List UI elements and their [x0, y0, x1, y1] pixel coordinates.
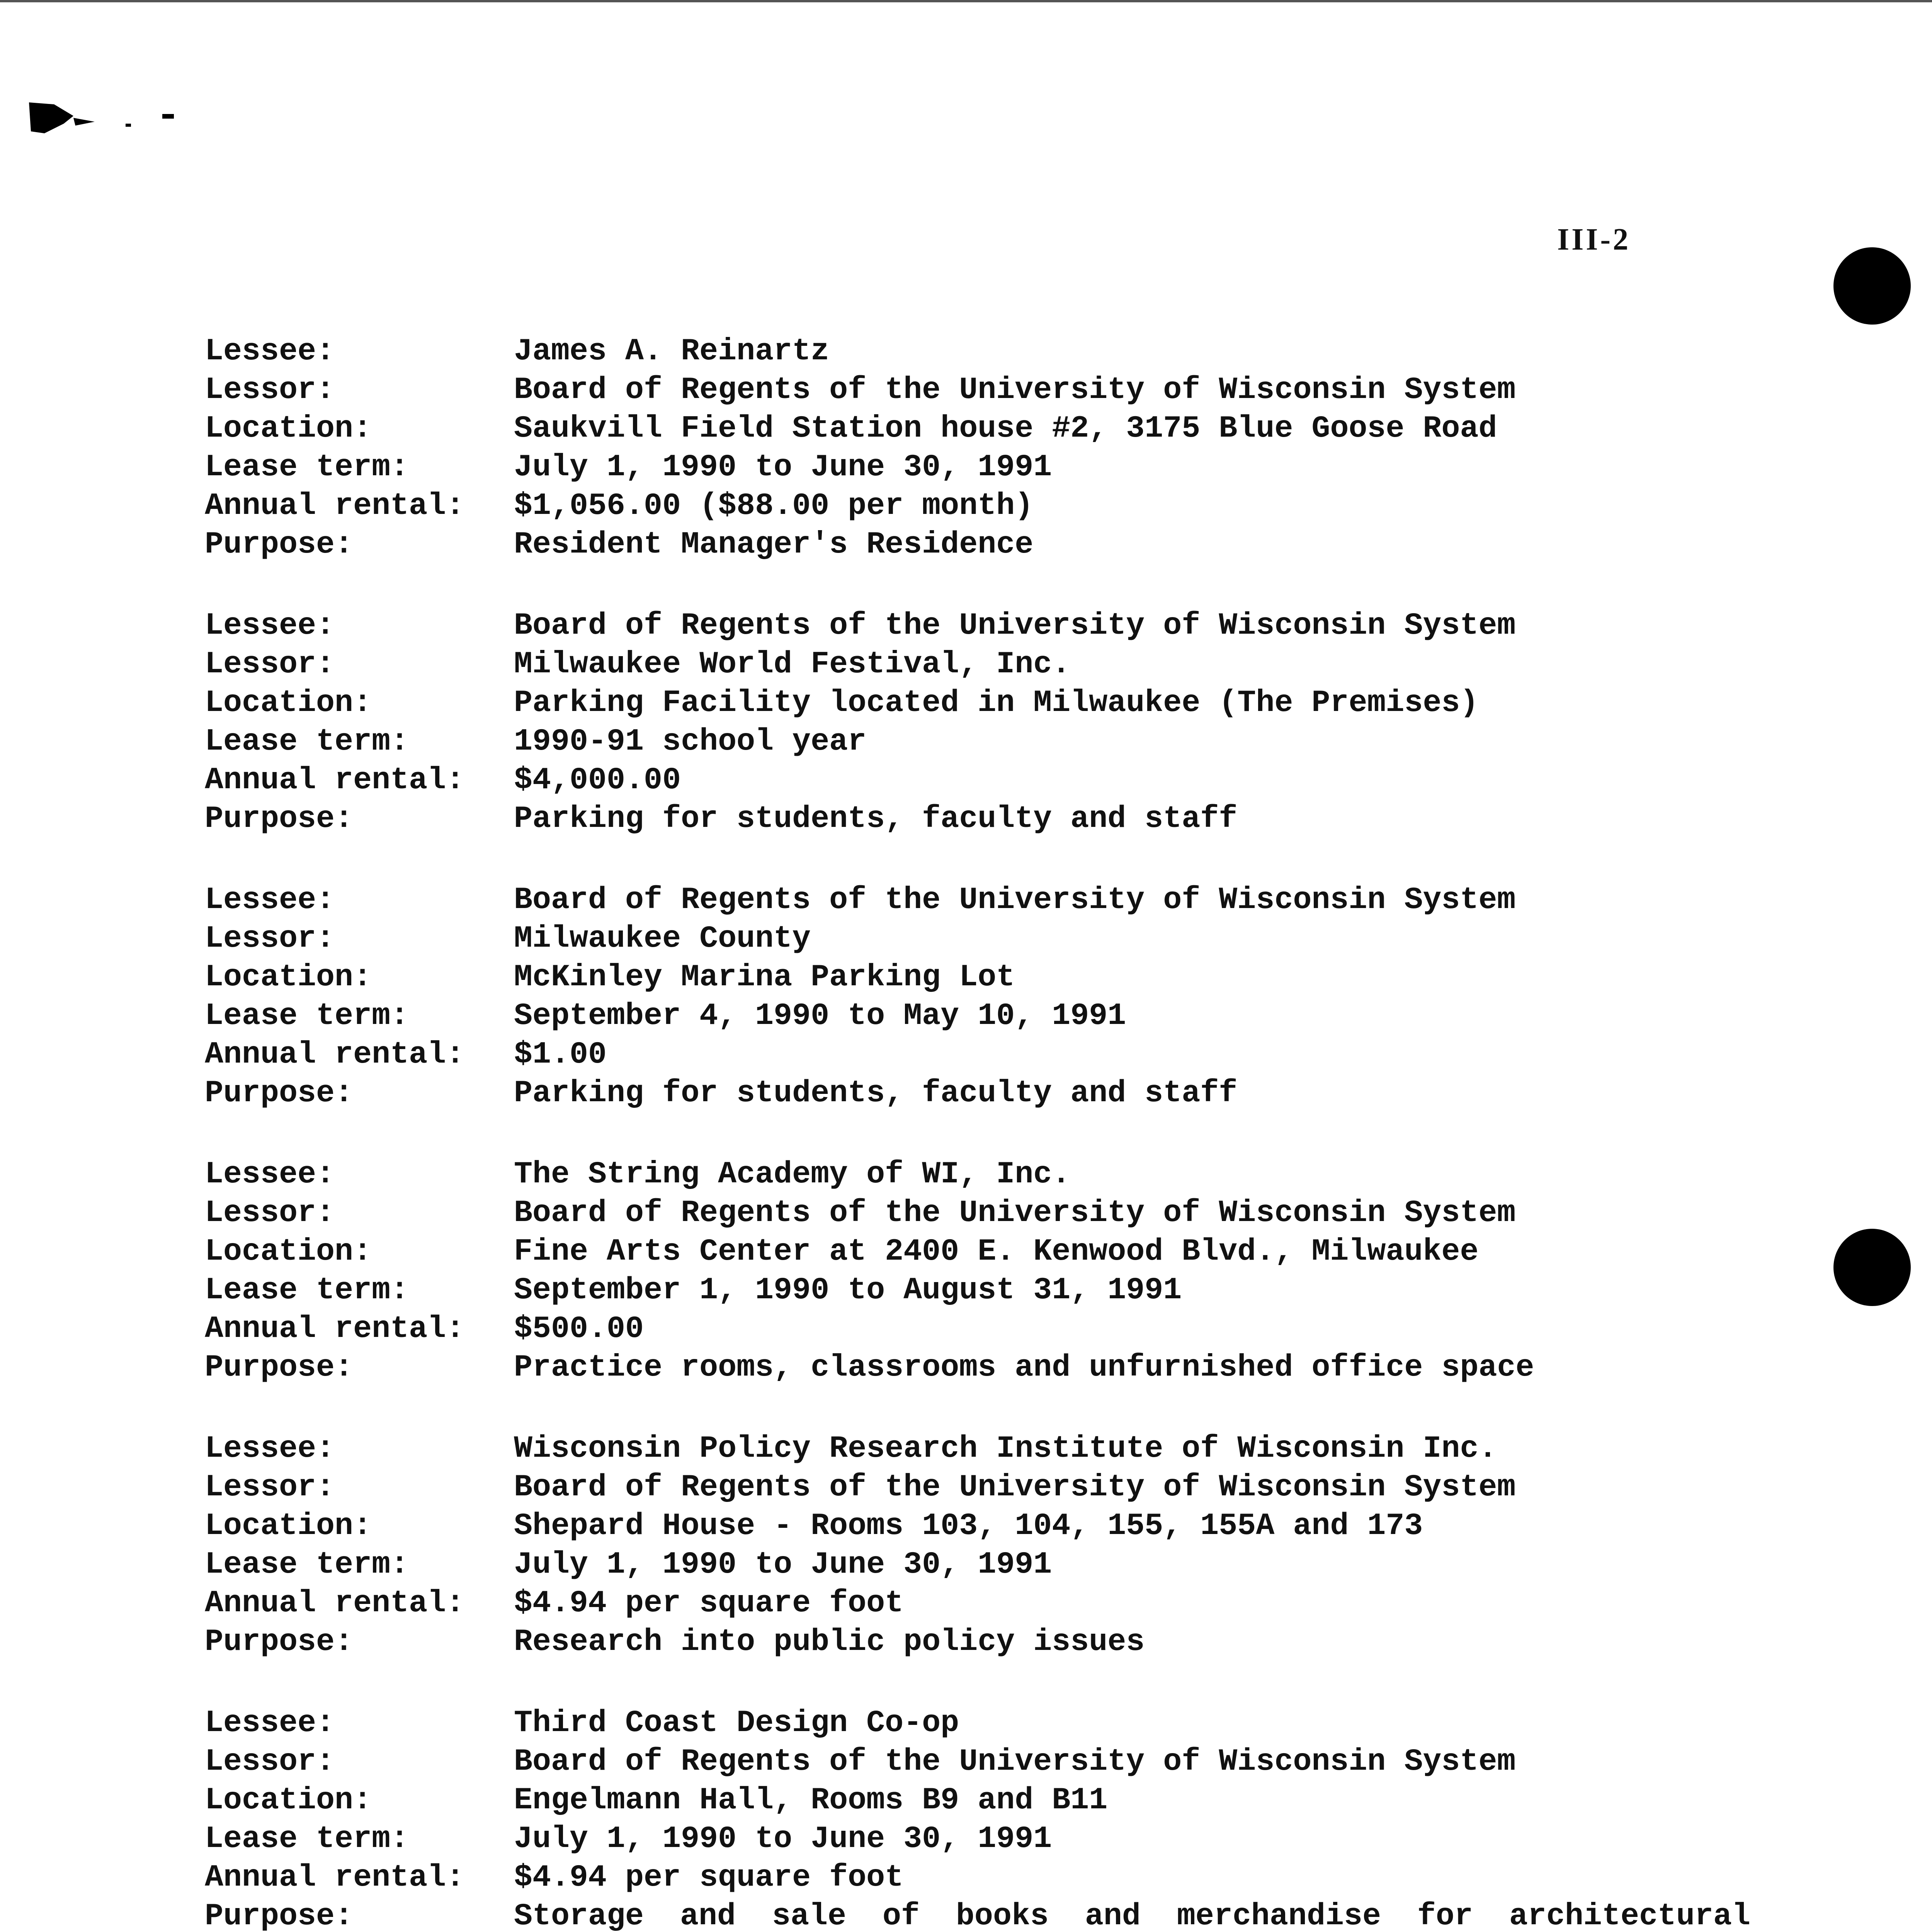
lease-term-label: Lease term:	[205, 724, 409, 759]
lessee-label: Lessee:	[205, 1157, 335, 1192]
purpose-row	[205, 526, 1750, 564]
location-row	[205, 684, 1750, 723]
lease-term-value: July 1, 1990 to June 30, 1991	[514, 450, 1052, 485]
lessor-value: Milwaukee County	[514, 921, 811, 956]
lease-term-label: Lease term:	[205, 1821, 409, 1857]
lessor-value: Board of Regents of the University of Wisconsin System	[514, 1196, 1516, 1231]
lessee-value: The String Academy of WI, Inc.	[514, 1157, 1071, 1192]
purpose-row	[205, 800, 1750, 838]
location-row	[205, 958, 1750, 997]
lessee-row	[205, 332, 1750, 371]
lessor-label: Lessor:	[205, 1196, 335, 1231]
annual-rental-label: Annual rental:	[205, 763, 465, 798]
scan-mark-icon	[27, 97, 189, 139]
lease-term-row	[205, 1546, 1750, 1584]
purpose-value: Resident Manager's Residence	[514, 527, 1034, 562]
location-value: Parking Facility located in Milwaukee (The Premises)	[514, 685, 1479, 721]
punch-hole-icon	[1833, 247, 1911, 325]
lease-entry	[205, 332, 1750, 564]
lessor-row	[205, 920, 1750, 958]
location-label: Location:	[205, 1783, 372, 1818]
annual-rental-label: Annual rental:	[205, 488, 465, 524]
annual-rental-value: $500.00	[514, 1311, 644, 1347]
location-label: Location:	[205, 1509, 372, 1544]
lessor-row	[205, 1468, 1750, 1507]
lessee-row	[205, 1155, 1750, 1194]
lessor-row	[205, 1743, 1750, 1781]
lessor-row	[205, 1194, 1750, 1233]
lease-entry	[205, 1430, 1750, 1662]
lease-term-label: Lease term:	[205, 450, 409, 485]
lessee-label: Lessee:	[205, 1706, 335, 1741]
lessor-row	[205, 371, 1750, 410]
purpose-row	[205, 1074, 1750, 1113]
lessor-value: Milwaukee World Festival, Inc.	[514, 647, 1071, 682]
purpose-value: Storage and sale of books and merchandise for architectural	[514, 1899, 1750, 1932]
purpose-row	[205, 1897, 1750, 1932]
lessee-value: James A. Reinartz	[514, 334, 830, 369]
location-value: Engelmann Hall, Rooms B9 and B11	[514, 1783, 1108, 1818]
lease-term-row	[205, 1820, 1750, 1859]
annual-rental-label: Annual rental:	[205, 1586, 465, 1621]
lease-list	[205, 332, 1750, 1932]
lessor-row	[205, 645, 1750, 684]
lessor-label: Lessor:	[205, 1744, 335, 1779]
purpose-label: Purpose:	[205, 527, 354, 562]
lessor-label: Lessor:	[205, 372, 335, 408]
purpose-label: Purpose:	[205, 1350, 354, 1385]
lessor-label: Lessor:	[205, 1470, 335, 1505]
lease-term-label: Lease term:	[205, 1547, 409, 1582]
punch-hole-icon	[1833, 1229, 1911, 1306]
purpose-label: Purpose:	[205, 1624, 354, 1660]
location-label: Location:	[205, 685, 372, 721]
location-value: Saukvill Field Station house #2, 3175 Blue Goose Road	[514, 411, 1497, 446]
lessee-value: Board of Regents of the University of Wisconsin System	[514, 608, 1516, 643]
annual-rental-label: Annual rental:	[205, 1860, 465, 1895]
lessee-value: Wisconsin Policy Research Institute of Wisconsin Inc.	[514, 1431, 1497, 1466]
location-value: McKinley Marina Parking Lot	[514, 960, 1015, 995]
location-row	[205, 1507, 1750, 1546]
lessor-value: Board of Regents of the University of Wisconsin System	[514, 1744, 1516, 1779]
purpose-value: Parking for students, faculty and staff	[514, 1076, 1238, 1111]
lessee-label: Lessee:	[205, 608, 335, 643]
lessee-value: Board of Regents of the University of Wisconsin System	[514, 883, 1516, 918]
lease-term-row	[205, 448, 1750, 487]
lessor-value: Board of Regents of the University of Wisconsin System	[514, 1470, 1516, 1505]
lessee-row	[205, 1704, 1750, 1743]
lease-term-row	[205, 997, 1750, 1036]
purpose-value: Parking for students, faculty and staff	[514, 801, 1238, 837]
annual-rental-row	[205, 1310, 1750, 1349]
annual-rental-label: Annual rental:	[205, 1037, 465, 1072]
lease-term-value: September 1, 1990 to August 31, 1991	[514, 1273, 1182, 1308]
lessee-value: Third Coast Design Co-op	[514, 1706, 959, 1741]
lease-term-value: 1990-91 school year	[514, 724, 867, 759]
lease-entry	[205, 881, 1750, 1113]
annual-rental-value: $4.94 per square foot	[514, 1860, 904, 1895]
lease-term-label: Lease term:	[205, 998, 409, 1034]
location-row	[205, 410, 1750, 448]
annual-rental-value: $4,000.00	[514, 763, 681, 798]
purpose-label: Purpose:	[205, 801, 354, 837]
purpose-value: Practice rooms, classrooms and unfurnished office space	[514, 1350, 1534, 1385]
location-label: Location:	[205, 411, 372, 446]
location-row	[205, 1233, 1750, 1271]
purpose-label: Purpose:	[205, 1076, 354, 1111]
lessee-row	[205, 1430, 1750, 1468]
location-row	[205, 1781, 1750, 1820]
lease-term-value: September 4, 1990 to May 10, 1991	[514, 998, 1126, 1034]
lessee-row	[205, 881, 1750, 920]
annual-rental-row	[205, 487, 1750, 526]
lessor-value: Board of Regents of the University of Wisconsin System	[514, 372, 1516, 408]
location-value: Shepard House - Rooms 103, 104, 155, 155A and 173	[514, 1509, 1423, 1544]
scan-edge-line	[0, 0, 1932, 2]
purpose-row	[205, 1623, 1750, 1662]
lessee-row	[205, 607, 1750, 645]
annual-rental-row	[205, 761, 1750, 800]
purpose-value: Research into public policy issues	[514, 1624, 1145, 1660]
annual-rental-row	[205, 1584, 1750, 1623]
lease-term-row	[205, 723, 1750, 761]
purpose-row	[205, 1349, 1750, 1387]
purpose-label: Purpose:	[205, 1899, 354, 1932]
lease-entry	[205, 1704, 1750, 1932]
page-number: III-2	[1557, 223, 1631, 257]
annual-rental-value: $1,056.00 ($88.00 per month)	[514, 488, 1034, 524]
lease-entry	[205, 1155, 1750, 1387]
annual-rental-label: Annual rental:	[205, 1311, 465, 1347]
lease-term-value: July 1, 1990 to June 30, 1991	[514, 1821, 1052, 1857]
lessee-label: Lessee:	[205, 334, 335, 369]
lessor-label: Lessor:	[205, 647, 335, 682]
annual-rental-row	[205, 1859, 1750, 1897]
lease-term-row	[205, 1271, 1750, 1310]
annual-rental-row	[205, 1036, 1750, 1074]
lease-term-label: Lease term:	[205, 1273, 409, 1308]
location-label: Location:	[205, 1234, 372, 1269]
annual-rental-value: $1.00	[514, 1037, 607, 1072]
lessee-label: Lessee:	[205, 883, 335, 918]
lease-entry	[205, 607, 1750, 838]
location-label: Location:	[205, 960, 372, 995]
lease-term-value: July 1, 1990 to June 30, 1991	[514, 1547, 1052, 1582]
location-value: Fine Arts Center at 2400 E. Kenwood Blvd., Milwaukee	[514, 1234, 1479, 1269]
lessor-label: Lessor:	[205, 921, 335, 956]
annual-rental-value: $4.94 per square foot	[514, 1586, 904, 1621]
lessee-label: Lessee:	[205, 1431, 335, 1466]
